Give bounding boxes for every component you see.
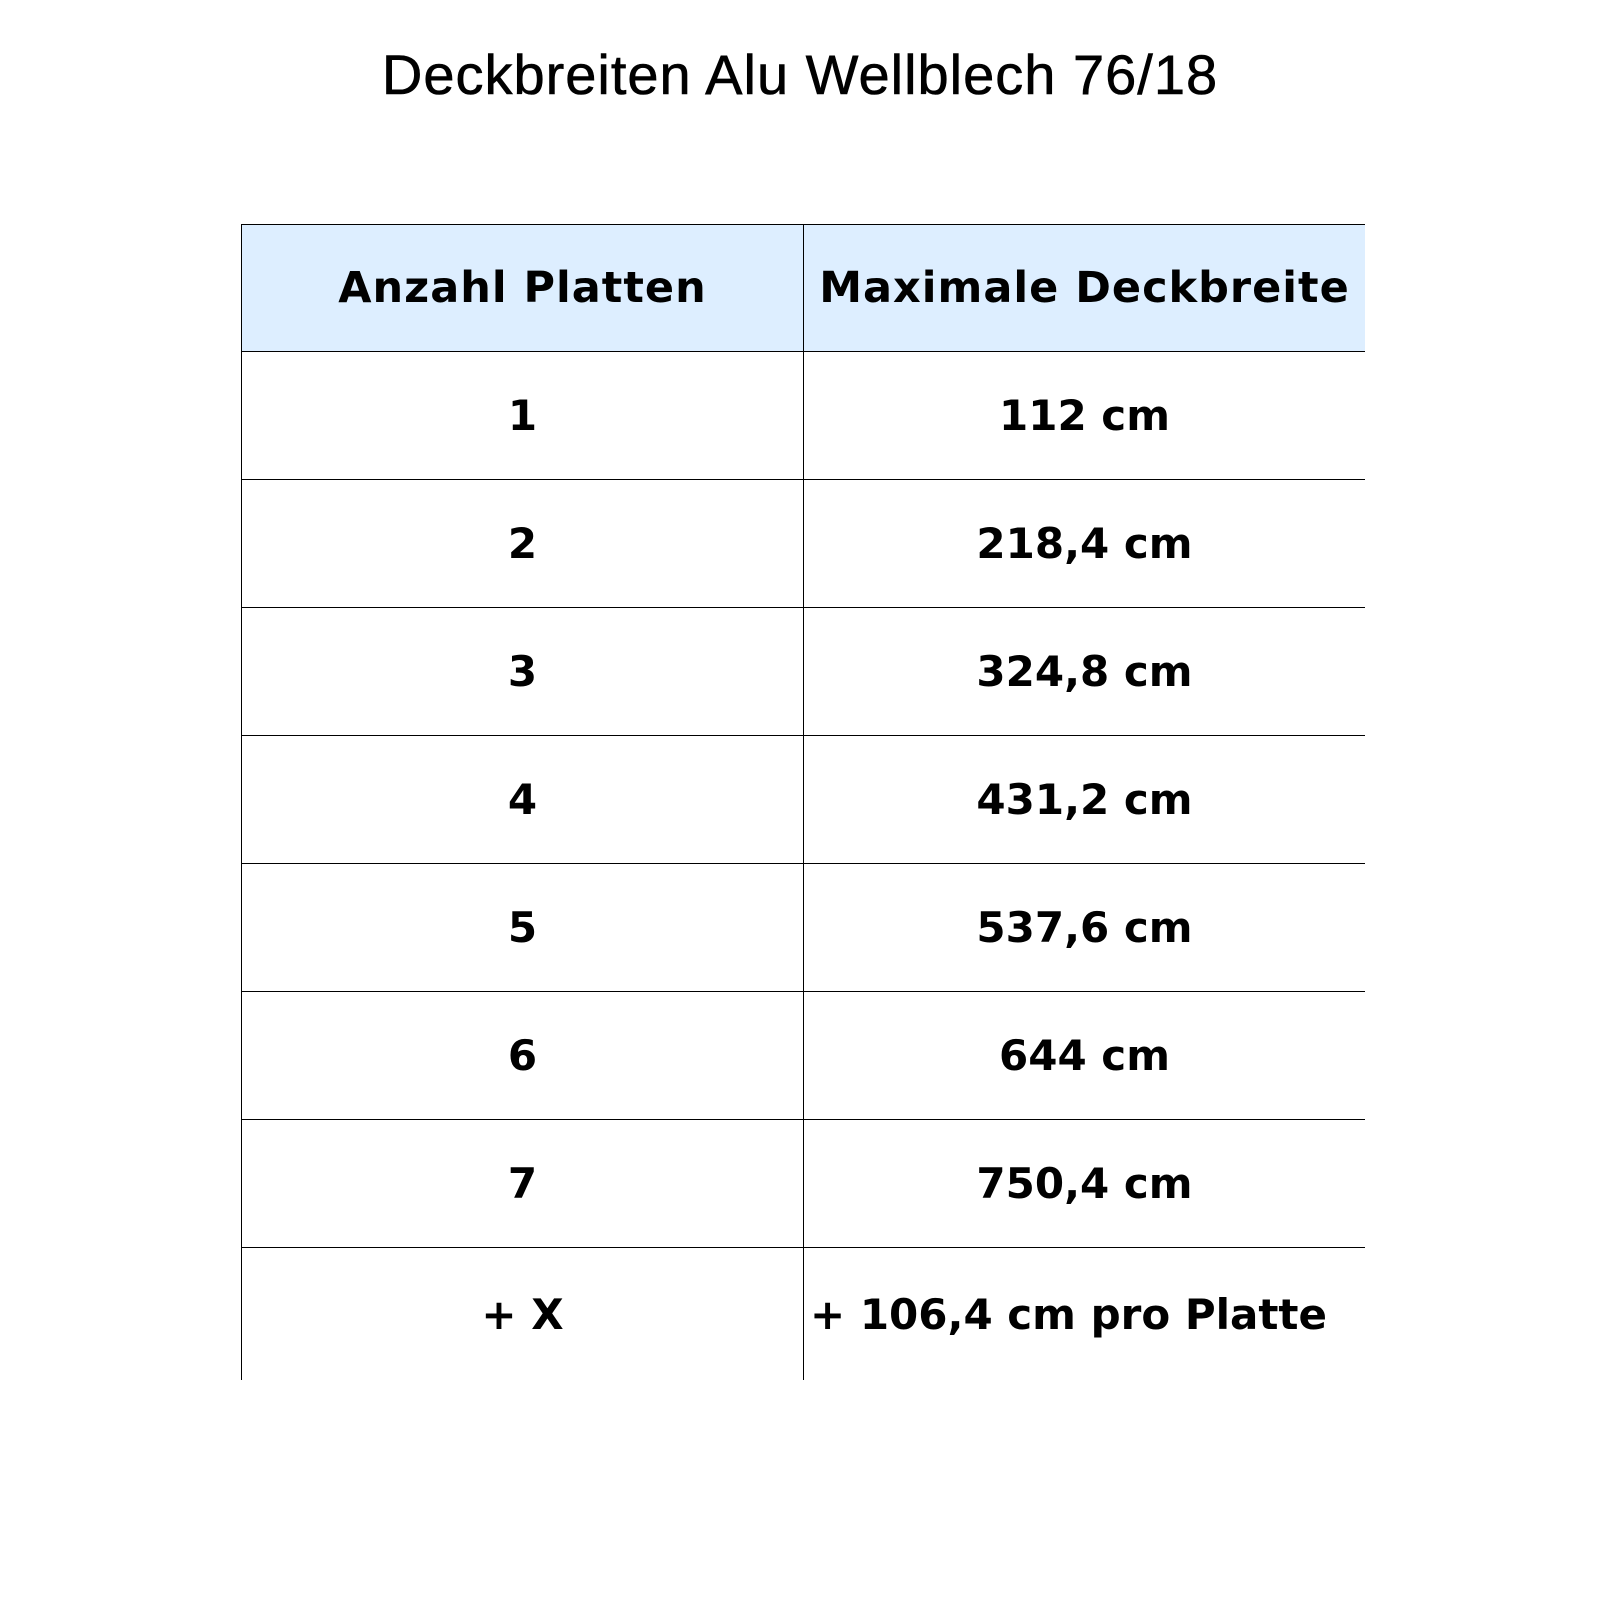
table-row [241, 480, 1365, 608]
cell-anzahl: 7 [241, 1120, 804, 1247]
table-row [241, 352, 1365, 480]
cell-deckbreite: 750,4 cm [976, 1159, 1193, 1208]
table-row [241, 608, 1365, 736]
header-anzahl-platten: Anzahl Platten [241, 225, 804, 351]
cell-anzahl: 5 [241, 864, 804, 991]
page-title: Deckbreiten Alu Wellblech 76/18 [381, 43, 1219, 106]
cell-deckbreite: + 106,4 cm pro Platte [810, 1289, 1327, 1339]
deckbreiten-table-container [241, 224, 1365, 1381]
cell-deckbreite: 644 cm [999, 1031, 1170, 1080]
cell-anzahl: 4 [241, 736, 804, 863]
table-header-row [241, 224, 1365, 352]
cell-deckbreite: 112 cm [999, 391, 1170, 440]
header-maximale-deckbreite: Maximale Deckbreite [819, 263, 1350, 313]
cell-deckbreite: 218,4 cm [976, 519, 1193, 568]
table-row [241, 1248, 1365, 1380]
cell-anzahl: 1 [241, 352, 804, 479]
cell-anzahl: 6 [241, 992, 804, 1119]
cell-deckbreite: 324,8 cm [976, 647, 1193, 696]
deckbreiten-table [241, 224, 1365, 1380]
table-row [241, 736, 1365, 864]
table-row [241, 864, 1365, 992]
cell-deckbreite: 431,2 cm [976, 775, 1193, 824]
table-row [241, 992, 1365, 1120]
cell-anzahl: + X [241, 1248, 804, 1380]
table-row [241, 1120, 1365, 1248]
cell-deckbreite: 537,6 cm [976, 903, 1193, 952]
cell-anzahl: 3 [241, 608, 804, 735]
cell-anzahl: 2 [241, 480, 804, 607]
